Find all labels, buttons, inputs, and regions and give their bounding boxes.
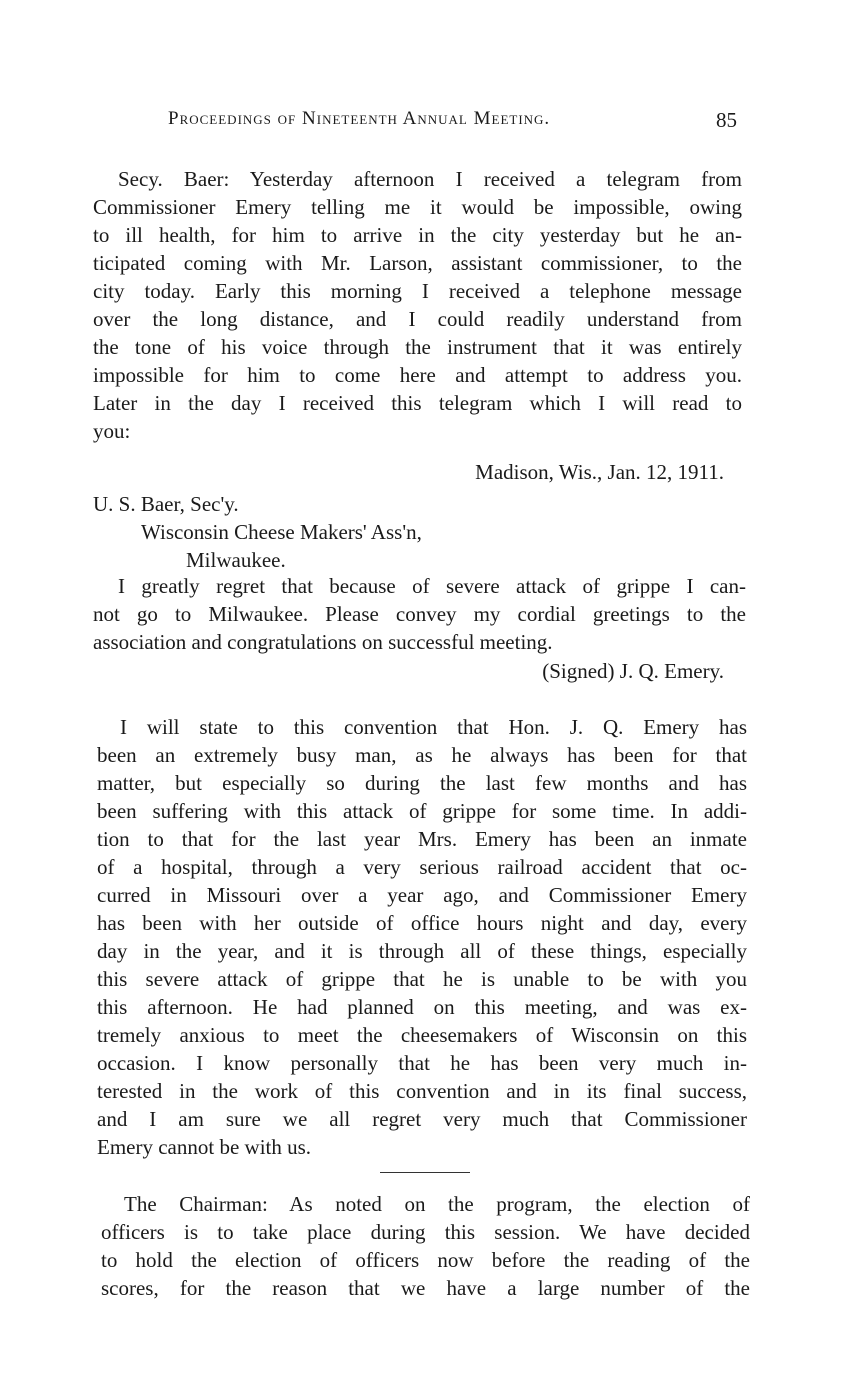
text-line: impossible for him to come here and attempt to address you. (93, 363, 742, 387)
telegram-body-line: association and congratulations on successful meeting. (93, 630, 553, 654)
text-line: to ill health, for him to arrive in the city yesterday but he an- (93, 223, 742, 247)
text-line: day in the year, and it is through all of these things, especially (97, 939, 747, 963)
text-line: been suffering with this attack of grippe for some time. In addi- (97, 799, 747, 823)
text-line: ticipated coming with Mr. Larson, assistant commissioner, to the (93, 251, 742, 275)
text-line: scores, for the reason that we have a large number of the (101, 1276, 750, 1300)
telegram-city: Milwaukee. (186, 548, 286, 572)
running-head: Proceedings of Nineteenth Annual Meeting. (168, 108, 551, 129)
telegram-addressee: U. S. Baer, Sec'y. (93, 492, 239, 516)
text-line: over the long distance, and I could readily understand from (93, 307, 742, 331)
text-line: matter, but especially so during the last few months and has (97, 771, 747, 795)
text-line: has been with her outside of office hours night and day, every (97, 911, 747, 935)
text-line: officers is to take place during this session. We have decided (101, 1220, 750, 1244)
text-line: the tone of his voice through the instrument that it was entirely (93, 335, 742, 359)
text-line: Later in the day I received this telegram which I will read to (93, 391, 742, 415)
section-divider (380, 1172, 470, 1173)
text-line: Emery cannot be with us. (97, 1135, 312, 1159)
text-line: this afternoon. He had planned on this meeting, and was ex- (97, 995, 747, 1019)
telegram-signature: (Signed) J. Q. Emery. (542, 659, 724, 683)
text-line: and I am sure we all regret very much that Commissioner (97, 1107, 747, 1131)
text-line: been an extremely busy man, as he always has been for that (97, 743, 747, 767)
text-line: curred in Missouri over a year ago, and Commissioner Emery (97, 883, 747, 907)
text-line: tion to that for the last year Mrs. Emery has been an inmate (97, 827, 747, 851)
page-number: 85 (716, 108, 737, 132)
text-line: city today. Early this morning I received a telephone message (93, 279, 742, 303)
text-line: I will state to this convention that Hon. J. Q. Emery has (120, 715, 747, 739)
telegram-body-line: I greatly regret that because of severe attack of grippe I can- (118, 574, 746, 598)
text-line: terested in the work of this convention and in its final success, (97, 1079, 747, 1103)
text-line: Secy. Baer: Yesterday afternoon I received a telegram from (118, 167, 742, 191)
text-line: this severe attack of grippe that he is unable to be with you (97, 967, 747, 991)
text-line: occasion. I know personally that he has been very much in- (97, 1051, 747, 1075)
telegram-organization: Wisconsin Cheese Makers' Ass'n, (141, 520, 422, 544)
text-line: tremely anxious to meet the cheesemakers of Wisconsin on this (97, 1023, 747, 1047)
text-line: of a hospital, through a very serious railroad accident that oc- (97, 855, 747, 879)
text-line: you: (93, 419, 131, 443)
telegram-body-line: not go to Milwaukee. Please convey my cordial greetings to the (93, 602, 746, 626)
text-line: Commissioner Emery telling me it would be impossible, owing (93, 195, 742, 219)
text-line: The Chairman: As noted on the program, the election of (124, 1192, 750, 1216)
telegram-dateline: Madison, Wis., Jan. 12, 1911. (475, 460, 724, 484)
text-line: to hold the election of officers now before the reading of the (101, 1248, 750, 1272)
